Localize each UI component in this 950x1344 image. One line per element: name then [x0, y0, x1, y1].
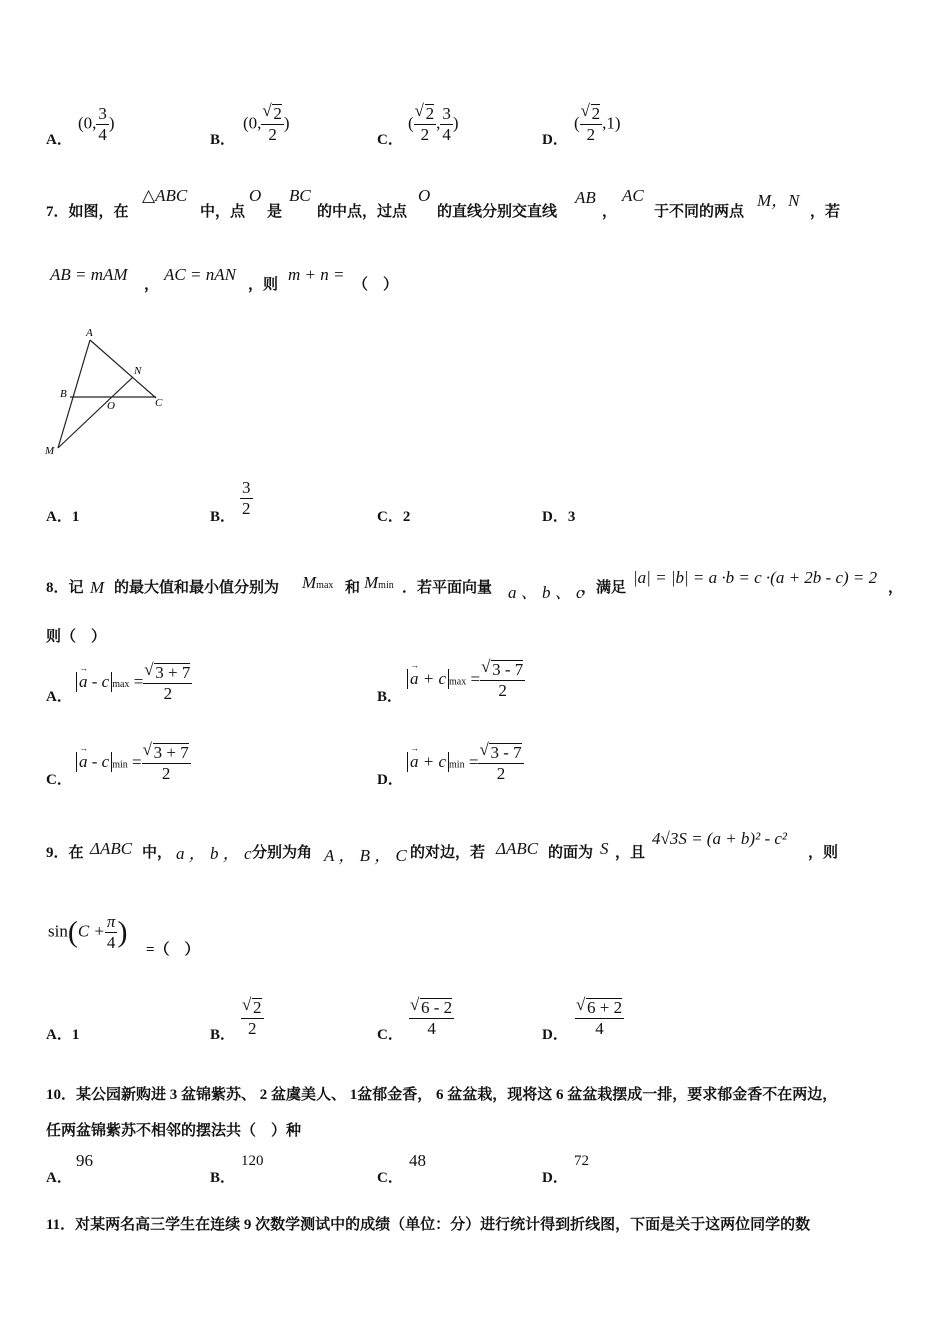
q9-equation: 4√3S = (a + b)² - c² — [652, 829, 787, 848]
q10-option-a: 96 — [76, 1151, 93, 1170]
q10-option-b-label: B． — [210, 1170, 236, 1186]
q9-s: S — [600, 839, 609, 858]
q9-text: ，且 — [615, 845, 646, 861]
q7-text: ，若 — [810, 204, 841, 220]
q8-option-d: → a + c min = √ $\frac{3 - 7}{2}$ — [407, 743, 524, 784]
q7-option-a: A．1 — [46, 509, 80, 525]
q6-option-a-label: A． — [46, 132, 72, 148]
q7-text: 7．如图，在 — [46, 204, 129, 220]
q8-text: ．若平面向量 — [402, 580, 493, 596]
q9-sides: a ， b ， c — [176, 844, 252, 863]
q6-option-c: ( √ $\frac{2}{2}$ , $\frac{3}{4}$ ) — [408, 104, 459, 145]
q6-option-d-label: D． — [542, 132, 568, 148]
q7-text: 中，点 — [200, 204, 246, 220]
q9-triangle: ΔABC — [496, 839, 539, 858]
q7-line-ac — [90, 340, 156, 398]
q9-text: 中， — [142, 845, 173, 861]
q7-fig-label-n: N — [134, 365, 142, 377]
q9-option-a: A．1 — [46, 1027, 80, 1043]
q6-option-b: (0, √ $\frac{2}{2}$ ) — [243, 104, 290, 145]
q8-option-b: → a + c max = √ $\frac{3 - 7}{2}$ — [407, 660, 525, 701]
q9-text: 分别为角 — [252, 845, 313, 861]
q7-option-d: D．3 — [542, 509, 576, 525]
q8-answer-blank: 则（ ） — [46, 629, 107, 645]
q10-option-d: 72 — [574, 1153, 589, 1169]
q9-option-c: √ $\frac{6 - 2}{4}$ — [409, 998, 454, 1039]
q7-bc: BC — [289, 186, 311, 205]
q7-mn: M，N — [757, 191, 800, 210]
q9-text: 的对边，若 — [410, 845, 486, 861]
q7-fig-label-a: A — [86, 327, 93, 339]
q8-text: 和 — [345, 580, 361, 596]
q7-text: 于不同的两点 — [654, 204, 745, 220]
q7-answer-blank: （ ） — [353, 277, 399, 293]
q7-text: 的中点，过点 — [317, 204, 408, 220]
q9-option-b-label: B． — [210, 1027, 236, 1043]
q7-text: 的直线分别交直线 — [437, 204, 558, 220]
q10-option-c: 48 — [409, 1151, 426, 1170]
q6-option-c-label: C． — [377, 132, 403, 148]
q8-vectors: a 、 b 、 c — [508, 583, 584, 602]
q8-option-c: → a - c min = √ $\frac{3 + 7}{2}$ — [76, 743, 191, 784]
q9-answer-blank: =（ ） — [146, 942, 200, 958]
q8-condition: |a| = |b| = a ·b = c ·(a + 2b - c) = 2 — [633, 568, 878, 587]
q9-option-d: √ $\frac{6 + 2}{4}$ — [575, 998, 624, 1039]
q10-text-line2: 任两盆锦紫苏不相邻的摆法共（ ）种 — [46, 1123, 302, 1139]
q11-text-line1: 11．对某两名高三学生在连续 9 次数学测试中的成绩（单位：分）进行统计得到折线图，下面是关于这两位同学的数 — [46, 1217, 811, 1233]
q9-angles: A ， B ， C — [324, 846, 407, 865]
q10-option-b: 120 — [241, 1153, 264, 1169]
q9-option-c-label: C． — [377, 1027, 403, 1043]
q8-option-a: → a - c max = √ $\frac{3 + 7}{2}$ — [76, 660, 192, 704]
q7-triangle: △ABC — [142, 186, 188, 205]
q7-option-b-label: B． — [210, 509, 236, 525]
q6-option-a: (0, $\frac{3}{4}$ ) — [78, 104, 115, 144]
q8-option-d-label: D． — [377, 772, 403, 788]
q8-text: 的最大值和最小值分别为 — [114, 580, 280, 596]
q7-text: ，则 — [248, 277, 279, 293]
q7-ac: AC — [622, 186, 644, 205]
q10-option-d-label: D． — [542, 1170, 568, 1186]
q10-text-line1: 10．某公园新购进 3 盆锦紫苏、 2 盆虞美人、 1盆郁金香， 6 盆盆栽，现将这 6 盆盆栽摆成一排，要求郁金香不在两边， — [46, 1087, 838, 1103]
q7-fig-label-m: M — [45, 445, 55, 457]
q7-triangle-figure — [40, 320, 180, 465]
q7-point-o: O — [418, 186, 431, 205]
q7-text: ， — [602, 204, 618, 220]
q7-text: 是 — [267, 204, 283, 220]
q10-option-a-label: A． — [46, 1170, 72, 1186]
q7-option-b: $\frac{3}{2}$ — [242, 478, 251, 518]
q9-sin-expr: sin(C + $\frac{\pi}{4}$ ) — [48, 912, 128, 952]
q7-line-mn — [58, 377, 133, 448]
q7-ab: AB — [575, 188, 596, 207]
q8-mmin: Mmin — [364, 573, 394, 592]
q7-fig-label-b: B — [60, 388, 67, 400]
q8-text: ， — [888, 580, 904, 596]
q7-eq-ac: AC = nAN — [164, 265, 236, 284]
q9-option-d-label: D． — [542, 1027, 568, 1043]
q7-eq-ab: AB = mAM — [50, 265, 128, 284]
q9-triangle: ΔABC — [90, 839, 133, 858]
q8-option-c-label: C． — [46, 772, 72, 788]
q8-m: M — [90, 578, 105, 597]
q10-option-c-label: C． — [377, 1170, 403, 1186]
q7-point-o: O — [249, 186, 262, 205]
q6-option-b-label: B． — [210, 132, 236, 148]
q7-text: ， — [144, 277, 160, 293]
q7-fig-label-o: O — [107, 400, 115, 412]
q9-option-b: √ $\frac{2}{2}$ — [241, 998, 264, 1039]
q9-text: ，则 — [808, 845, 839, 861]
q7-option-c: C．2 — [377, 509, 411, 525]
q7-fig-label-c: C — [155, 397, 163, 409]
q9-text: 9．在 — [46, 845, 84, 861]
q8-mmax: Mmax — [302, 573, 334, 592]
q6-option-d: ( √ $\frac{2}{2}$ ,1) — [574, 104, 621, 145]
q8-option-b-label: B． — [377, 689, 403, 705]
q9-text: 的面为 — [548, 845, 594, 861]
q7-eq-sum: m + n = — [288, 265, 345, 284]
q8-text: 8．记 — [46, 580, 84, 596]
q8-text: ，满足 — [581, 580, 627, 596]
q8-option-a-label: A． — [46, 689, 72, 705]
